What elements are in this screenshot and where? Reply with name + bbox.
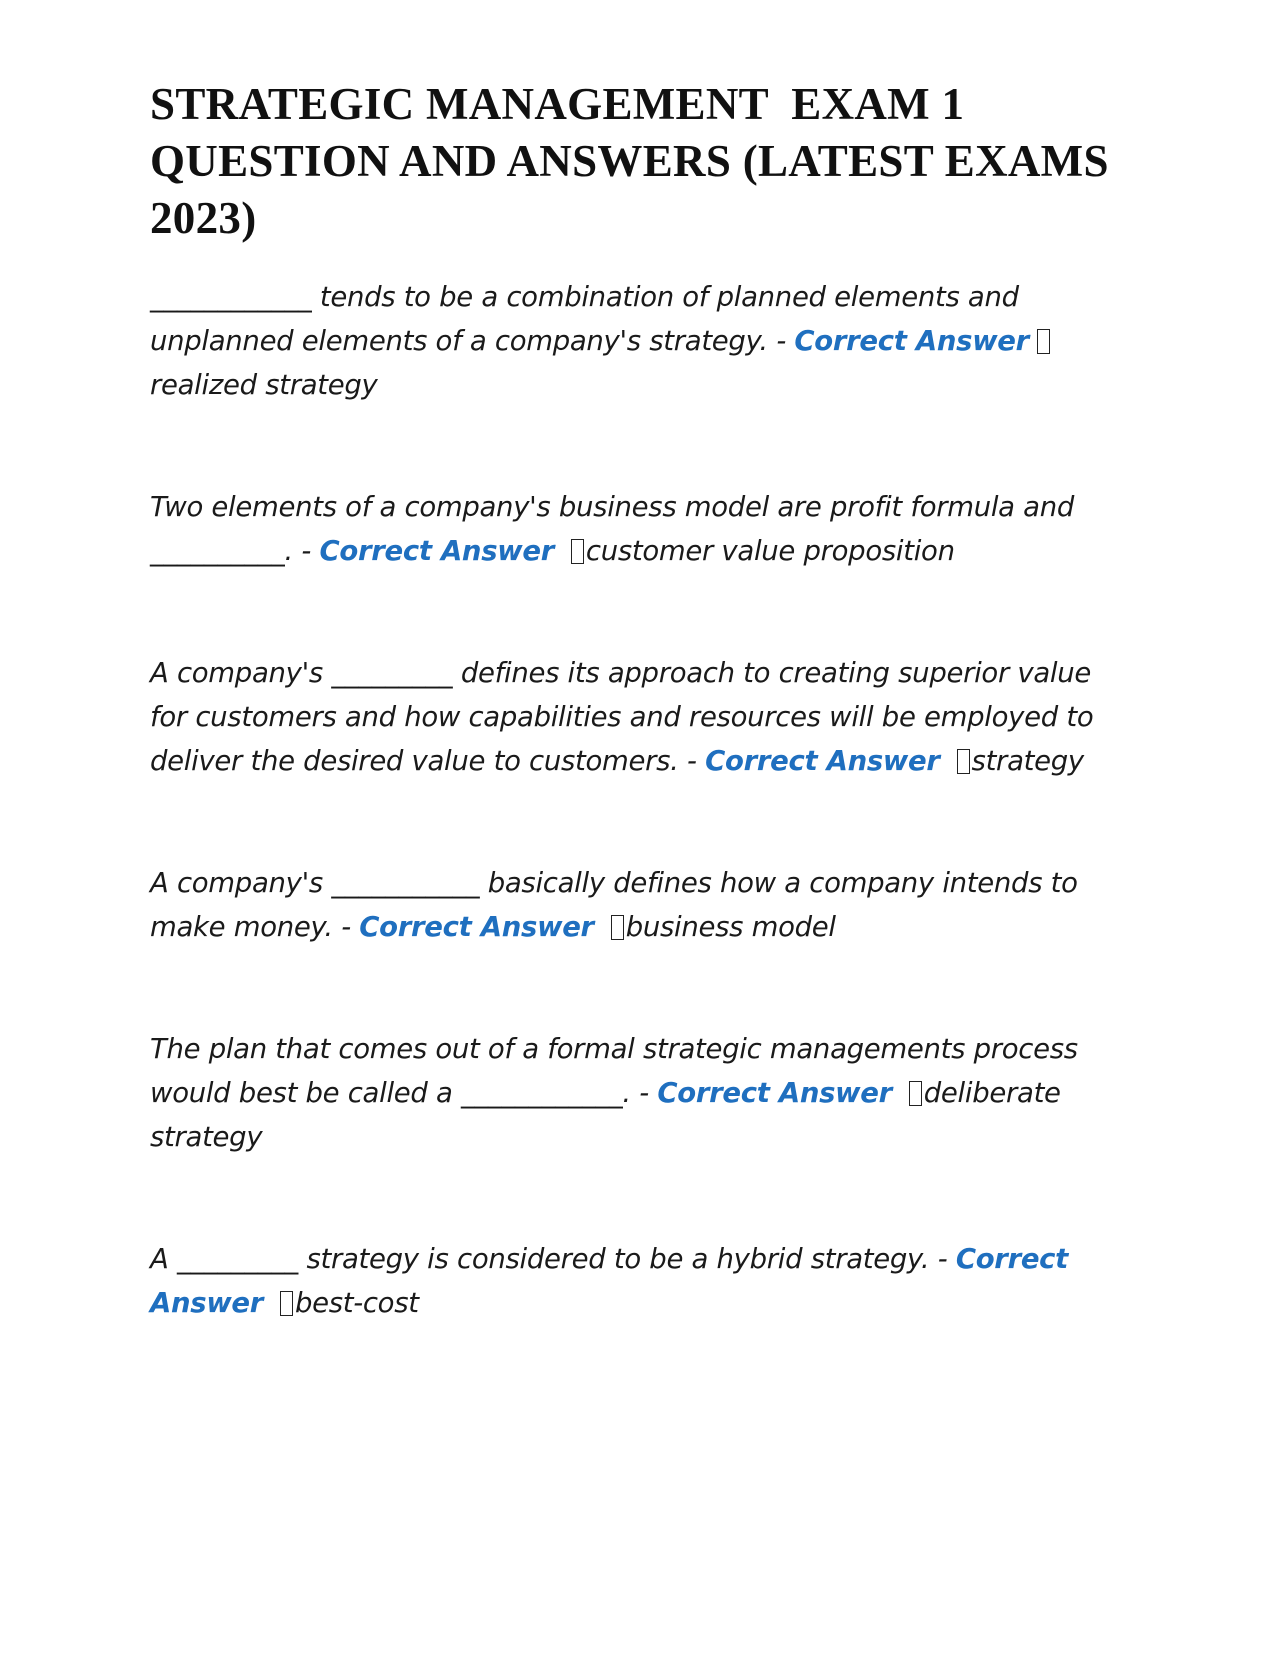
answer-separator: - (630, 1077, 658, 1109)
answer-text: best-cost (294, 1287, 419, 1319)
answer-text: business model (625, 911, 836, 943)
correct-answer-label: Correct Answer (359, 911, 594, 943)
missing-glyph-box-icon (280, 1291, 293, 1316)
question-text: Two elements of a company's business model are profit formula and __________. (150, 491, 1083, 567)
answer-separator: - (929, 1243, 956, 1275)
correct-answer-label: Correct Answer (794, 325, 1029, 357)
answer-separator: - (678, 745, 706, 777)
correct-answer-label: Correct Answer (150, 1243, 1078, 1319)
answer-text: deliberate strategy (150, 1077, 1070, 1153)
qa-item (150, 275, 1130, 407)
missing-glyph-box-icon (957, 749, 970, 774)
qa-item (150, 861, 1130, 949)
correct-answer-label: Correct Answer (705, 745, 940, 777)
answer-text: strategy (971, 745, 1084, 777)
answer-text: customer value proposition (585, 535, 955, 567)
qa-item (150, 485, 1130, 573)
qa-item (150, 1237, 1130, 1325)
answer-separator: - (292, 535, 320, 567)
question-text: The plan that comes out of a formal strategic managements process would best be called a ____________. (150, 1033, 1087, 1109)
correct-answer-label: Correct Answer (319, 535, 554, 567)
question-text: A company's _________ defines its approach to creating superior value for customers and how capabilities and resources will be employed to deliver the desired value to customers. (150, 657, 1102, 777)
document-page (150, 76, 1130, 1325)
correct-answer-label: Correct Answer (657, 1077, 892, 1109)
missing-glyph-box-icon (1037, 329, 1050, 354)
document-title: STRATEGIC MANAGEMENT EXAM 1 QUESTION AND ANSWERS (LATEST EXAMS 2023) (150, 79, 1121, 243)
question-text: A company's ___________ basically defines how a company intends to make money. (150, 867, 1087, 943)
missing-glyph-box-icon (611, 915, 624, 940)
question-text: ____________ tends to be a combination of planned elements and unplanned elements of a company's strategy. (150, 281, 1028, 357)
answer-text: realized strategy (150, 369, 378, 401)
missing-glyph-box-icon (571, 539, 584, 564)
answer-separator: - (767, 325, 795, 357)
qa-item (150, 1027, 1130, 1159)
qa-item (150, 651, 1130, 783)
missing-glyph-box-icon (909, 1081, 922, 1106)
question-text: A _________ strategy is considered to be a hybrid strategy. (150, 1243, 930, 1275)
answer-separator: - (332, 911, 360, 943)
